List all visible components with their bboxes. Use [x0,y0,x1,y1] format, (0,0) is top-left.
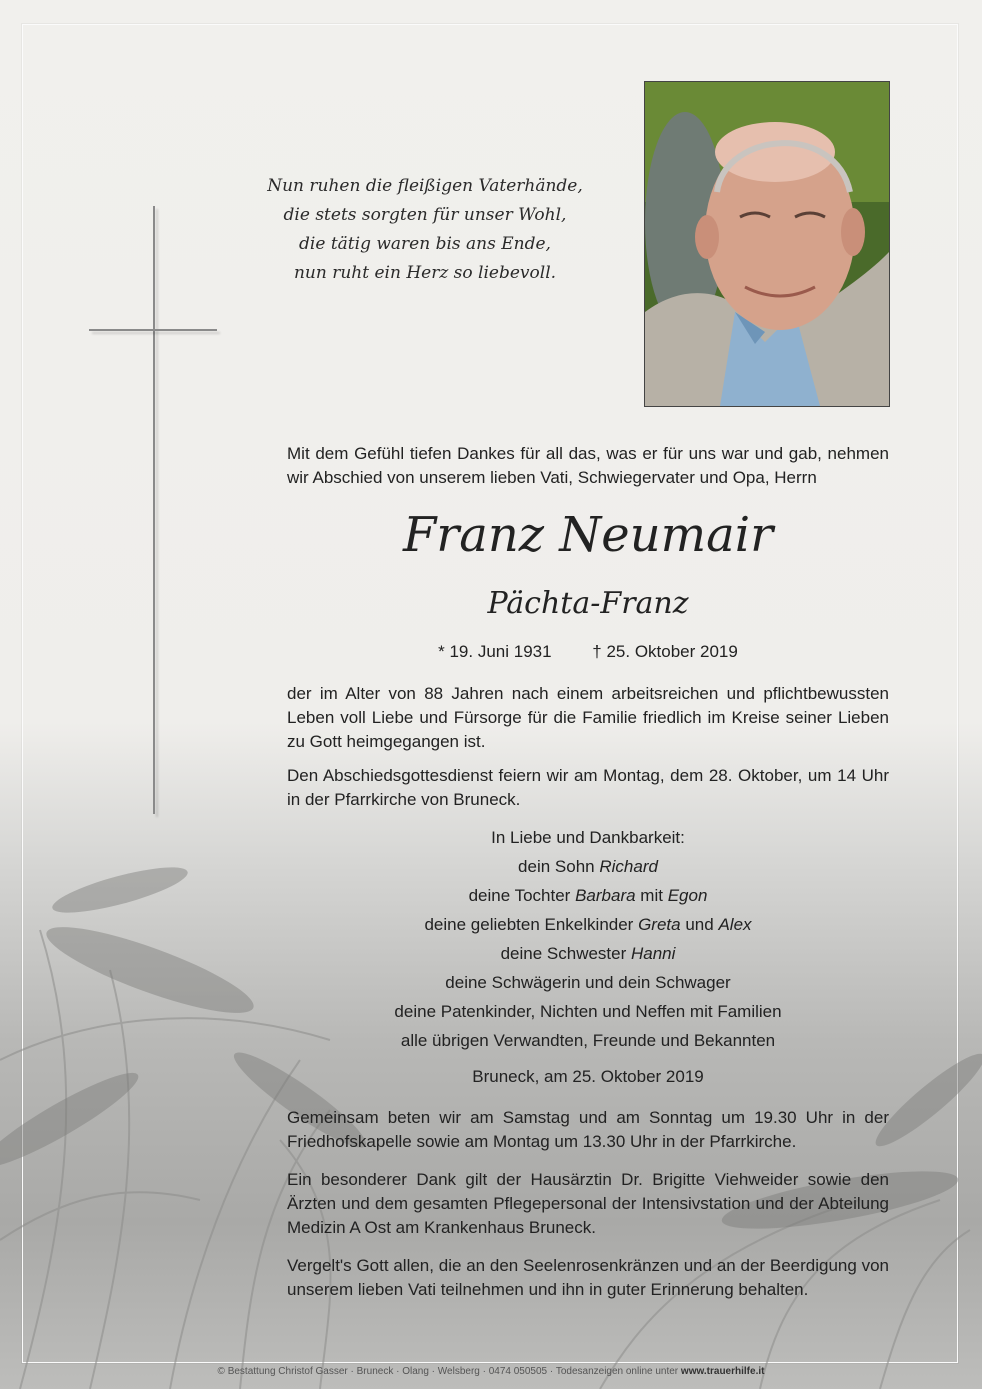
mourner-line: deine Schwester Hanni [500,944,676,963]
prayer-paragraph: Gemeinsam beten wir am Samstag und am Sonntag um 19.30 Uhr in der Friedhofskapelle sowie am Montag um 13.30 Uhr in der Pfarrkirche. [287,1108,889,1151]
mourners-heading: In Liebe und Dankbarkeit: [491,828,685,847]
mourner-line: alle übrigen Verwandten, Freunde und Bekannten [400,1031,776,1050]
passing-paragraph: der im Alter von 88 Jahren nach einem arbeitsreichen und pflichtbewussten Leben voll Liebe und Fürsorge für die Familie friedlich im Kreise seiner Lieben zu Gott heimgegangen ist. [287,684,889,751]
intro-paragraph: Mit dem Gefühl tiefen Dankes für all das, was er für uns war und gab, nehmen wir Abschied von unserem lieben Vati, Schwiegervater und Opa, Herrn [287,444,889,487]
portrait-photo [644,81,890,407]
footer-link[interactable]: www.trauerhilfe.it [680,1366,765,1377]
mourner-line: dein Sohn Richard [518,857,658,876]
footer [0,1365,982,1379]
mourner-line: deine geliebten Enkelkinder Greta und Alex [424,915,752,934]
verse-line: die tätig waren bis ans Ende, [299,234,551,254]
mourner-line: deine Patenkinder, Nichten und Neffen mit Familien [394,1002,782,1021]
cross-vertical [153,206,155,814]
cross-horizontal [89,329,217,331]
service-paragraph: Den Abschiedsgottesdienst feiern wir am Montag, dem 28. Oktober, um 14 Uhr in der Pfarrkirche von Bruneck. [287,766,889,809]
deceased-name: Franz Neumair [402,507,774,563]
mourner-line: deine Tochter Barbara mit Egon [468,886,708,905]
birth-date: * 19. Juni 1931 [438,642,552,661]
death-date: † 25. Oktober 2019 [592,642,738,661]
verse-line: nun ruht ein Herz so liebevoll. [293,263,557,283]
deceased-nickname: Pächta-Franz [487,586,689,621]
verse-line: Nun ruhen die fleißigen Vaterhände, [267,176,583,196]
memorial-verse [250,172,600,288]
closing-paragraph: Vergelt's Gott allen, die an den Seelenrosenkränzen und an der Beerdigung von unserem lieben Vati teilnehmen und ihn in guter Erinnerung behalten. [287,1256,889,1299]
footer-text: © Bestattung Christof Gasser · Bruneck · Olang · Welsberg · 0474 050505 · Todesanzeigen online unter [217,1366,679,1377]
verse-line: die stets sorgten für unser Wohl, [283,205,567,225]
mourner-line: deine Schwägerin und dein Schwager [445,973,731,992]
life-dates [287,640,889,664]
thanks-paragraph: Ein besonderer Dank gilt der Hausärztin Dr. Brigitte Viehweider sowie den Ärzten und dem gesamten Pflegepersonal der Intensivstation und der Abteilung Medizin A Ost am Krankenhaus Bruneck. [287,1170,889,1237]
place-date: Bruneck, am 25. Oktober 2019 [472,1067,704,1086]
mourners-list [287,823,889,1055]
